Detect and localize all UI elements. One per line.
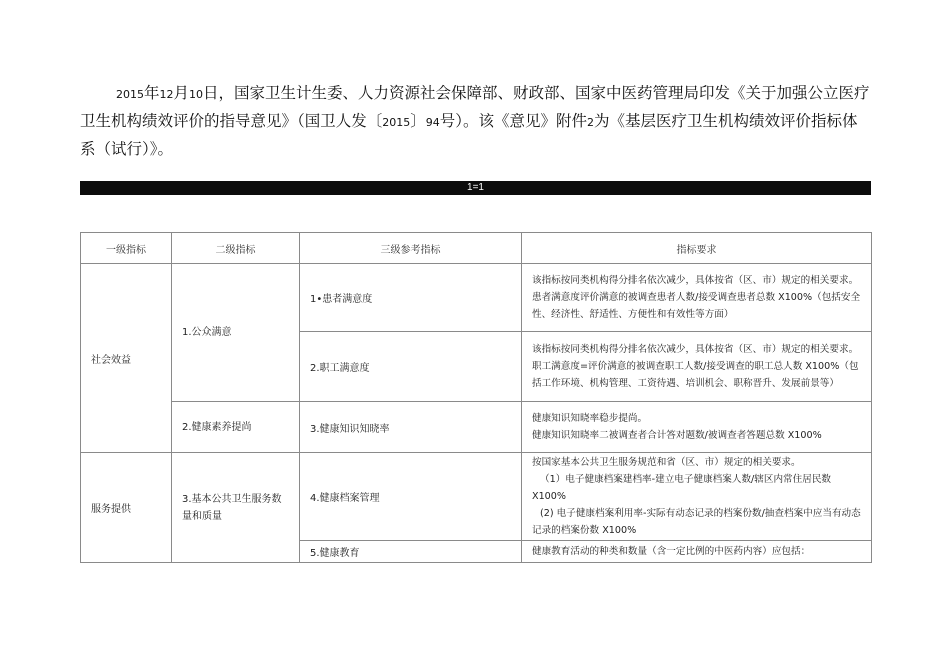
intro-attach-no: 2	[587, 116, 595, 129]
intro-year-unit: 年	[144, 84, 160, 102]
header-requirement: 指标要求	[522, 233, 872, 264]
table-row	[81, 402, 872, 453]
cell-knowledge-requirement	[522, 402, 872, 453]
header-level2: 二级指标	[172, 233, 300, 264]
cell-archive-requirement	[522, 453, 872, 541]
cell-education-requirement: 健康教育活动的种类和数量（含一定比例的中医药内容）应包括：	[522, 541, 872, 563]
cell-patient-requirement: 该指标按同类机构得分排名依次减少，具体按省（区、市）规定的相关要求。患者满意度评价满意的被调查患者人数/接受调查患者总数 X100%（包括安全性、经济性、舒适性、方便性和有效性等方面）	[522, 264, 872, 332]
cell-public-satisfaction: 1.公众满意	[172, 264, 300, 402]
intro-text-b: 〕	[410, 112, 426, 130]
cell-patient-satisfaction: 1•患者满意度	[300, 264, 522, 332]
table-header-row	[81, 233, 872, 264]
cell-social-benefit: 社会效益	[81, 264, 172, 453]
cell-staff-satisfaction: 2.职工满意度	[300, 332, 522, 402]
header-level3: 三级参考指标	[300, 233, 522, 264]
intro-text-a: 日，国家卫生计生委、人力资源社会保障部、财政部、国家中医药管理局印发《关于加强公立医疗卫生机构绩效评价的指导意见》（国卫人发〔	[80, 84, 870, 130]
knowledge-req-line-2: 健康知识知晓率二被调查者合计答对题数/被调查者答题总数 X100%	[532, 430, 822, 441]
cell-staff-requirement: 该指标按同类机构得分排名依次减少，具体按省（区、市）规定的相关要求。职工满意度=评价满意的被调查职工人数/接受调查的职工总人数 X100%（包括工作环境、机构管理、工资待遇、培训机会、职称晋升、发展前景等）	[522, 332, 872, 402]
cell-basic-public-health: 3.基本公共卫生服务数量和质量	[172, 453, 300, 563]
intro-paragraph	[80, 80, 870, 162]
intro-year: 2015	[116, 88, 144, 101]
cell-archive-management: 4.健康档案管理	[300, 453, 522, 541]
cell-service-provision: 服务提供	[81, 453, 172, 563]
intro-doc-year: 2015	[382, 116, 411, 129]
indicator-table	[80, 232, 872, 563]
cell-knowledge-rate: 3.健康知识知晓率	[300, 402, 522, 453]
archive-req-line-3: (2) 电子健康档案利用率-实际有动态记录的档案份数/抽查档案中应当有动态记录的档案份数 X100%	[532, 508, 861, 536]
archive-req-line-1: 按国家基本公共卫生服务规范和省（区、市）规定的相关要求。	[532, 457, 801, 468]
intro-day: 10	[189, 88, 204, 101]
cell-health-education: 5.健康教育	[300, 541, 522, 563]
intro-doc-no: 94	[425, 116, 440, 129]
intro-text-d: 为《基层医疗卫生机构绩效评价指标体系（试行）》。	[80, 112, 858, 158]
cell-health-literacy: 2.健康素养提尚	[172, 402, 300, 453]
table-row	[81, 264, 872, 332]
intro-text-c: 号）。该《意见》附件	[439, 112, 588, 130]
section-banner: 1=1	[80, 181, 871, 195]
archive-req-line-2: （1）电子健康档案建档率-建立电子健康档案人数/辖区内常住居民数 X100%	[532, 474, 832, 502]
intro-month-unit: 月	[173, 84, 190, 102]
knowledge-req-line-1: 健康知识知晓率稳步提尚。	[532, 413, 648, 424]
header-level1: 一级指标	[81, 233, 172, 264]
intro-month: 12	[159, 88, 174, 101]
table-row	[81, 453, 872, 541]
